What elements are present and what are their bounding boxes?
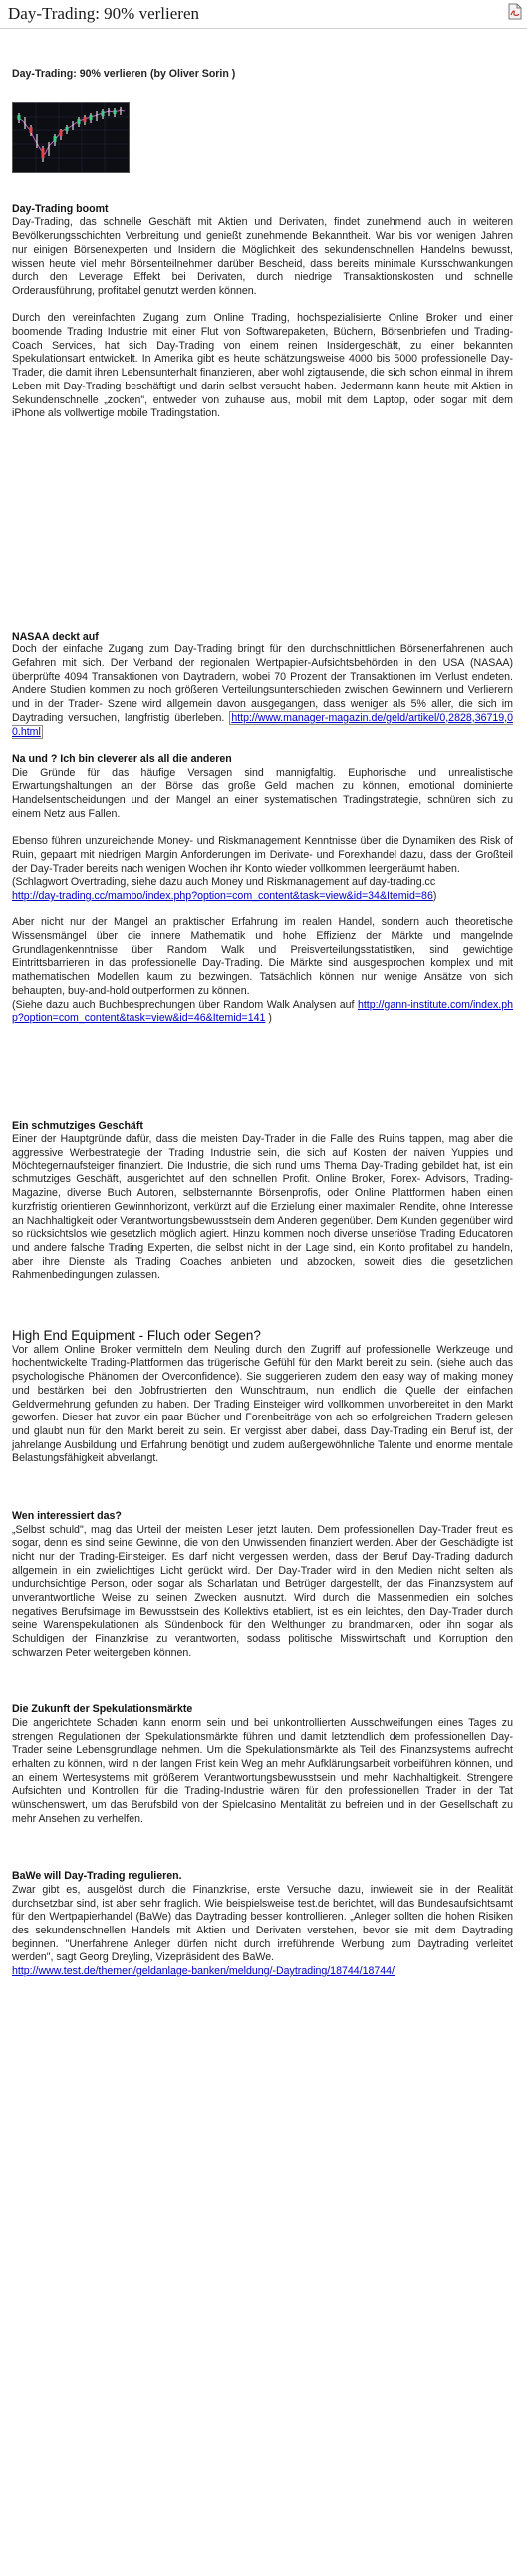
- section-day-trading-boomt: [12, 203, 513, 421]
- blank-space: [12, 1840, 513, 1870]
- test-de-link[interactable]: http://www.test.de/themen/geldanlage-banken/meldung/-Daytrading/18744/18744/: [12, 1965, 395, 1978]
- gann-institute-link[interactable]: http://gann-institute.com/index.php?option=com_content&task=view&id=46&Itemid=141: [12, 998, 513, 1025]
- section-heading: Die Zukunft der Spekulationsmärkte: [12, 1703, 193, 1716]
- section-bawe: [12, 1870, 513, 1979]
- section-wen-interessiert: [12, 1510, 513, 1661]
- pdf-document-icon[interactable]: [508, 3, 522, 20]
- paragraph-note: (Schlagwort Overtrading, siehe dazu auch Money und Riskmanagement auf day-trading.cc: [12, 876, 436, 889]
- section-heading: BaWe will Day-Trading regulieren.: [12, 1870, 182, 1883]
- paragraph: [12, 835, 513, 903]
- paragraph: Zwar gibt es, ausgelöst durch die Finanzkrise, erste Versuche dazu, inwieweit sie in der Realität durchsetzbar sind, ist aber sehr fraglich. Wie beispielsweise test.de berichtet, will das Bundesaufsichtsamt für den Wertpapierhandel (BaWe) das Daytrading besser kontrollieren. „Anleger sollten die hohen Risiken des sekundenschnellen Handels mit Aktien und Derivaten verstehen, bevor sie mit dem Daytrading beginnen. "Unerfahrene Anleger dürfen nicht durch irreführende Werbung zum Daytrading verleitet werden", sagt Georg Dreyling, Vizepräsident des BaWe.: [12, 1883, 513, 1964]
- paren-close: ): [432, 889, 437, 902]
- paragraph: Vor allem Online Broker vermitteln dem Neuling durch den Zugriff auf professionelle Werkzeuge und hochentwickelte Trading-Plattformen das trügerische Gefühl für den Markt bereit zu sein. (siehe auch das psychologische Phänomen der Overconfidence). Sie suggerieren zudem den easy way of making money und bestärken bei den Jobfrustrierten den Wunschtraum, nun endlich die Quelle der einfachen Geldvermehrung gefunden zu haben. Der Trading Einsteiger wird vollkommen unvorbereitet in den Markt geworfen. Dieser hat zuvor ein paar Bücher und Forenbeiträge von ach so erfolgreichen Tradern gelesen und glaubt nun für den Markt bereit zu sein. Er vergisst aber dabei, dass Day-Trading ein Beruf ist, der jahrelange Ausbildung und Erfahrung benötigt und zudem außergewöhnliche Talente und enorme mentale Belastungsfähigkeit abverlangt.: [12, 1343, 513, 1465]
- article-content: [12, 68, 513, 1993]
- paragraph: Day-Trading, das schnelle Geschäft mit Aktien und Derivaten, findet zunehmend auch in weiteren Bevölkerungsschichten Verbreitung und genießt zunehmende Bekanntheit. War bis vor wenigen Jahren nur einigen Börsenexperten und Insidern die Möglichkeit des sekundenschnellen Handelns bewusst, wissen heute viel mehr Börsenteilnehmer darüber Bescheid, dass bereits minimale Kursschwankungen durch den Leverage Effekt bei Derivaten, durch niedrige Transaktionskosten und schnelle Orderausführung, profitabel genutzt werden können.: [12, 216, 513, 297]
- paragraph: Die Gründe für das häufige Versagen sind mannigfaltig. Euphorische und unrealistische Erwartungshaltungen an der Börse das große Geld machen zu können, emotional dominierte Handelsentscheidungen und der Mangel an einer systematischen Tradingstrategie, schnüren sich zu einem Netz aus Fallen.: [12, 766, 513, 820]
- section-heading: Day-Trading boomt: [12, 202, 109, 215]
- blank-space: [12, 1297, 513, 1327]
- section-zukunft: [12, 1703, 513, 1826]
- blank-space: [12, 435, 513, 631]
- paragraph-text: Doch der einfache Zugang zum Day-Trading bringt für den durchschnittlichen Börsenerfahrenen auch Gefahren mit sich. Der Verband der regionalen Wertpapier-Aufsichtsbehörden in den USA (NASAA) überprüfte 4094 Transaktionen von Daytradern, wobei 70 Prozent der Transaktionen im Verlust endeten. Andere Studien kommen zu noch größeren Verteilungsunterschieden zwischen Gewinnern und Verlierern und in der Trader- Szene wird allgemein davon ausgegangen, dass weniger als 5% aller, die sich im Daytrading versuchen, langfristig überleben.: [12, 644, 513, 724]
- section-nasaa: [12, 631, 513, 740]
- section-heading: Ein schmutziges Geschäft: [12, 1119, 143, 1132]
- paragraph-note: (Siehe dazu auch Buchbesprechungen über Random Walk Analysen auf: [12, 998, 358, 1011]
- section-heading: High End Equipment - Fluch oder Segen?: [12, 1327, 261, 1343]
- paragraph: Durch den vereinfachten Zugang zum Online Trading, hochspezialisierte Online Broker und einer boomende Trading Industrie mit einer Flut von Softwarepaketen, Büchern, Börsenbriefen und Trading-Coach Services, hat sich Day-Trading von einem reinen Insidergeschäft, zu einer bekannten Spekulationsart entwickelt. In Amerika gibt es heute schätzungsweise 4000 bis 5000 professionelle Day-Trader, die damit ihren Lebensunterhalt finanzieren, aber wohl zigtausende, die sich schon einmal in ihrem Leben mit Day-Trading beschäftigt und darin selbst versucht haben. Jedermann kann heute mit Aktien in Sekundenschnelle „zocken", entweder von zuhause aus, mobil mit dem Laptop, oder sogar mit dem iPhone als vollwertige mobile Tradingstation.: [12, 312, 513, 420]
- paragraph: [12, 916, 513, 1026]
- paragraph: Die angerichtete Schaden kann enorm sein und bei unkontrollierten Ausschweifungen eines Tages zu strengen Regulationen der Spekulationsmärkte führen und damit letztendlich dem professionellen Day-Trader seine Lebensgrundlage nehmen. Um die Spekulationsmärkte als Teil des Finanzsystems aufrecht erhalten zu können, wird in der langen Frist kein Weg an mehr Aufklärungsarbeit vorbeiführen können, und an einem Wertesystems mit größerem Verantwortungsbewusstsein und mehr Nachhaltigkeit. Strengere Aufsichten und Kontrollen für die Trading-Industrie wären für den professionellen Trader in der Tat wünschenswert, um das Berufsbild von der Spielcasino Mentalität zu befreien und in der Gesellschaft zu mehr Ansehen zu verhelfen.: [12, 1716, 513, 1825]
- section-high-end-equipment: [12, 1327, 513, 1466]
- paragraph: „Selbst schuld", mag das Urteil der meisten Leser jetzt lauten. Dem professionellen Day-Trader freut es sogar, denn es sind seine Gewinne, die von den Unwissenden finanziert werden. Aber der Geschädigte ist nicht nur der Trading-Einsteiger. Es darf nicht vergessen werden, dass der Beruf Day-Trading dadurch allgemein in ein zwielichtiges Licht gerückt wird. Der Day-Trader wird in den Medien nicht selten als undurchsichtige Person, oder sogar als Scharlatan und Betrüger dargestellt, der das Finanzsystem auf unverantwortliche Weise zu seinen Zwecken ausnutzt. Wird durch die Massenmedien ein solches negatives Berufsimage im Bewusstsein des Kollektivs etabliert, ist es ein leichtes, den Day-Trader durch seine Warenspekulationen als Sündenbock für den Welthunger zu brandmarken, oder ihn sogar als Schuldigen der Finanzkrise zu verantworten, sodass politische Misswirtschaft und Korruption den schwarzen Peter weitergeben können.: [12, 1523, 513, 1659]
- paragraph: [12, 644, 513, 739]
- paragraph-text: Ebenso führen unzureichende Money- und Riskmanagement Kenntnisse über die Dynamiken des Risk of Ruin, gepaart mit niedrigen Margin Anforderungen im Derivate- und Forexhandel dazu, dass der Großteil der Day-Trader bereits nach wenigen Wochen ihr Konto wieder vollkommen leergeräumt haben.: [12, 835, 513, 875]
- section-cleverer: [12, 753, 513, 1026]
- section-schmutziges-geschaeft: [12, 1120, 513, 1283]
- paragraph: Einer der Hauptgründe dafür, dass die meisten Day-Trader in die Falle des Ruins tappen, mag aber die aggressive Werbestrategie der Trading Industrie sein, die sich auf Kosten der naiven Yuppies und Möchtegernaufsteiger finanziert. Die Industrie, die sich rund ums Thema Day-Trading gebildet hat, ist ein schmutziges Geschäft, ausgerichtet auf den schnellen Profit. Online Broker, Forex- Advisors, Trading- Magazine, diverse Buch Autoren, selbsternannte Börsenprofis, oder Online Plattformen haben einen kurzfristig orientieren Gewinnhorizont, verkürzt auf die Erzielung einer maximalen Rendite, ohne Interesse an Nachhaltigkeit oder Verantwortungsbewusstsein dem Anderen gegenüber. Dem Kunden gegenüber wird so rücksichtslos wie gesetzlich möglich agiert. Hinzu kommen noch diverse unseriöse Trading Educatoren und andere falsche Trading Experten, die selbst nicht in der Lage sind, ein Konto profitabel zu handeln, aber ihre Dienste als Trading Coaches anbieten und abzocken, soweit dies die gesetzlichen Rahmenbedingungen zulassen.: [12, 1133, 513, 1282]
- day-trading-cc-link[interactable]: http://day-trading.cc/mambo/index.php?option=com_content&task=view&id=34&Itemid=86: [12, 889, 433, 902]
- page-title: Day-Trading: 90% verlieren: [8, 4, 199, 23]
- manager-magazin-link[interactable]: http://www.manager-magazin.de/geld/artikel/0,2828,36719,00.html: [12, 711, 513, 738]
- section-heading: Na und ? Ich bin cleverer als all die anderen: [12, 752, 232, 765]
- section-heading: Wen interessiert das?: [12, 1509, 122, 1522]
- candlestick-chart-thumbnail: [12, 102, 130, 173]
- article-byline: Day-Trading: 90% verlieren (by Oliver Sorin ): [12, 68, 236, 80]
- blank-space: [12, 1674, 513, 1703]
- paragraph-text: Aber nicht nur der Mangel an praktischer Erfahrung im realen Handel, sondern auch theoretische Wissensmängel über die innere Mathematik und hohe Effizienz der Märkte und mangelnde Grundlagenkenntnisse über Random Walk und Preisverteilungsstatistiken, sind gewichtige Eintrittsbarrieren in das professionelle Day-Trading. Die Märkte sind ausgesprochen komplex und mit mathematischen Modellen kaum zu bezwingen. Tatsächlich können nur wenige Ansätze von sich behaupten, buy-and-hold outperformen zu können.: [12, 916, 513, 997]
- section-heading: NASAA deckt auf: [12, 630, 99, 643]
- page-header: [0, 0, 527, 29]
- blank-space: [12, 1480, 513, 1510]
- blank-space: [12, 1040, 513, 1120]
- paren-close: ): [265, 1012, 272, 1025]
